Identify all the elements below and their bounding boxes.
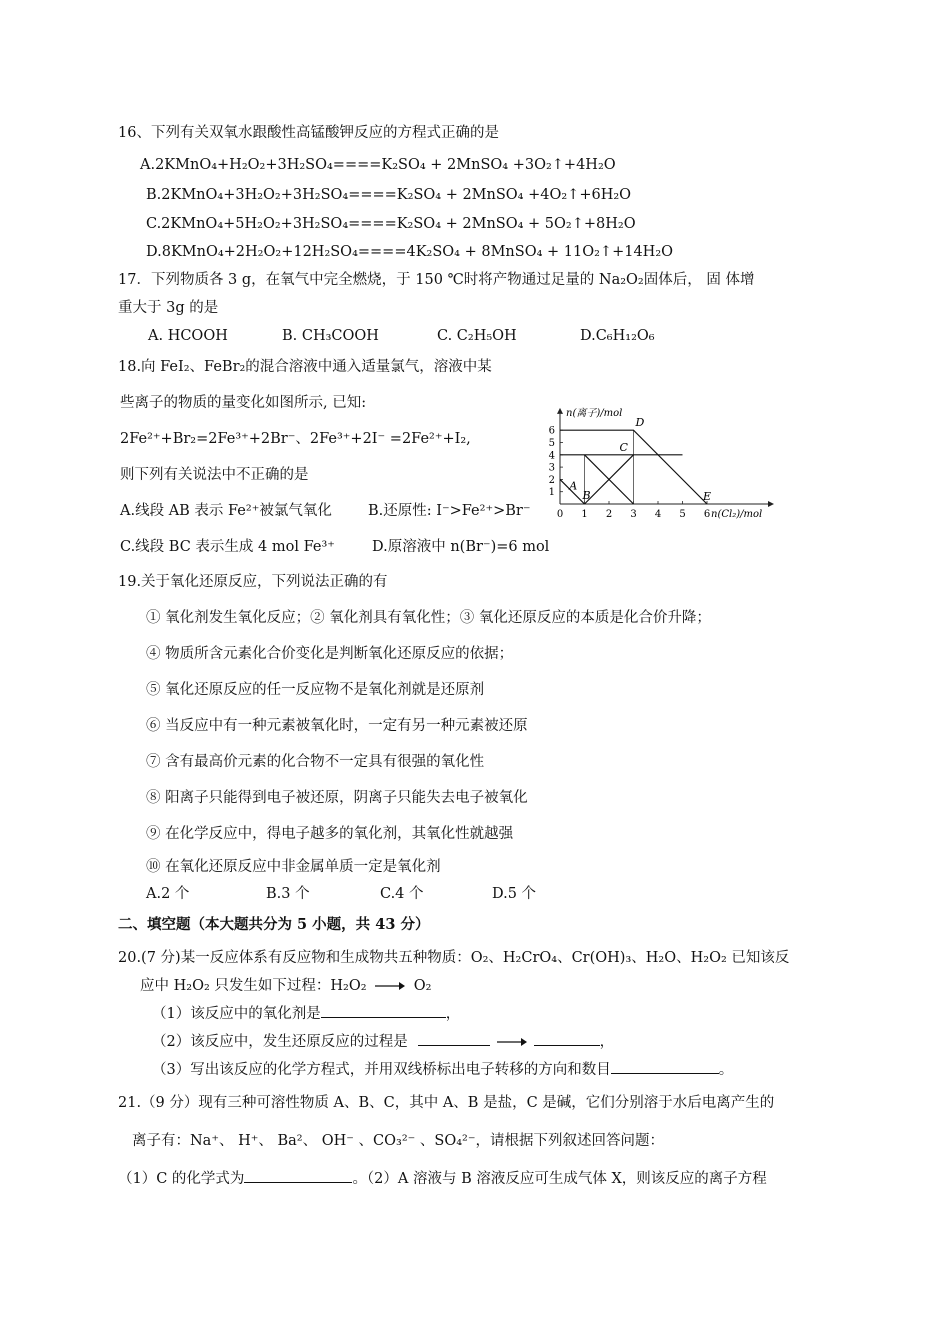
x-axis-label: n(Cl₂)/mol	[711, 509, 763, 520]
q20-sub1-end: ，	[445, 1006, 461, 1022]
answer-blank[interactable]	[321, 1003, 446, 1018]
answer-blank[interactable]	[534, 1031, 600, 1046]
x-axis-arrow	[768, 501, 774, 507]
q19-option-a: A.2 个	[146, 886, 190, 902]
q18-line3: 2Fe²⁺+Br₂=2Fe³⁺+2Br⁻、2Fe³⁺+2I⁻ =2Fe²⁺+I₂,	[120, 431, 471, 447]
q18-option-a: A.线段 AB 表示 Fe²⁺被氯气氧化	[120, 503, 332, 519]
ion-amount-chart	[540, 386, 780, 526]
q19-item: ⑥ 当反应中有一种元素被氧化时，一定有另一种元素被还原	[146, 718, 528, 734]
q16-stem: 16、下列有关双氧水跟酸性高锰酸钾反应的方程式正确的是	[118, 125, 499, 141]
q20-sub3-end: 。	[718, 1062, 734, 1078]
x-tick-label: 3	[630, 509, 637, 520]
x-tick-label: 0	[556, 509, 564, 520]
point-label: E	[703, 490, 712, 503]
q17-stem-line2: 重大于 3g 的是	[118, 300, 219, 316]
x-tick-label: 4	[654, 509, 662, 520]
q20-sub1-text: （1）该反应中的氧化剂是	[152, 1006, 321, 1022]
q19-item: ⑩ 在氧化还原反应中非金属单质一定是氧化剂	[146, 859, 441, 875]
q20-sub2	[152, 1031, 614, 1052]
answer-blank[interactable]	[611, 1059, 719, 1074]
q17-option-c: C. C₂H₅OH	[437, 328, 517, 344]
q20-line1: 20.(7 分)某一反应体系有反应物和生成物共五种物质：O₂、H₂CrO₄、Cr(OH)₃、H₂O、H₂O₂ 已知该反	[118, 950, 790, 966]
y-tick-label: 5	[548, 438, 555, 449]
q16-option-a: A.2KMnO₄+H₂O₂+3H₂SO₄====K₂SO₄ + 2MnSO₄ +3O₂↑+4H₂O	[140, 157, 616, 173]
q18-option-b: B.还原性: I⁻>Fe²⁺>Br⁻	[368, 503, 531, 519]
y-tick-label: 2	[548, 474, 555, 486]
point-label: D	[635, 416, 645, 430]
q20-sub3-text: （3）写出该反应的化学方程式，并用双线桥标出电子转移的方向和数目	[152, 1062, 611, 1078]
q16-option-c: C.2KMnO₄+5H₂O₂+3H₂SO₄====K₂SO₄ + 2MnSO₄ + 5O₂↑+8H₂O	[146, 216, 636, 232]
point-label: A	[569, 479, 578, 493]
section-heading: 二、填空题（本大题共分为 5 小题，共 43 分）	[118, 916, 430, 933]
q19-item: ⑦ 含有最高价元素的化合物不一定具有很强的氧化性	[146, 754, 485, 770]
q19-stem: 19.关于氧化还原反应，下列说法正确的有	[118, 574, 388, 590]
q20-sub1	[152, 1003, 460, 1024]
q21-line3	[118, 1168, 767, 1189]
q19-item: ⑨ 在化学反应中，得电子越多的氧化剂，其氧化性就越强	[146, 826, 514, 842]
q18-line1: 18.向 FeI₂、FeBr₂的混合溶液中通入适量氯气，溶液中某	[118, 359, 492, 375]
y-tick-label: 6	[548, 425, 555, 437]
point-label: C	[619, 440, 628, 454]
q21-sub1-text: （1）C 的化学式为	[118, 1171, 245, 1187]
q20-process-product: O₂	[413, 978, 432, 994]
q19-item: ④ 物质所含元素化合价变化是判断氧化还原反应的依据；	[146, 646, 514, 662]
y-tick-label: 1	[548, 487, 555, 499]
q19-option-b: B.3 个	[266, 886, 310, 902]
q18-line4: 则下列有关说法中不正确的是	[120, 467, 309, 483]
y-axis-arrow	[557, 408, 563, 414]
q20-sub2-text: （2）该反应中，发生还原反应的过程是	[152, 1034, 408, 1050]
q17-stem-line1: 17．下列物质各 3 g，在氧气中完全燃烧，于 150 ℃时将产物通过足量的 Na₂O₂固体后， 固 体增	[118, 272, 755, 288]
q20-line2	[140, 976, 431, 996]
q20-process-text: 应中 H₂O₂ 只发生如下过程：H₂O₂	[140, 978, 367, 994]
x-tick-label: 6	[703, 509, 711, 520]
q17-option-a: A. HCOOH	[148, 328, 228, 344]
q16-option-d: D.8KMnO₄+2H₂O₂+12H₂SO₄====4K₂SO₄ + 8MnSO₄ + 11O₂↑+14H₂O	[146, 244, 674, 260]
arrow-icon	[375, 981, 405, 991]
x-tick-label: 2	[605, 509, 613, 520]
q21-line2: 离子有：Na⁺、 H⁺、 Ba²、 OH⁻ 、CO₃²⁻ 、SO₄²⁻，请根据下列叙述回答问题：	[132, 1133, 664, 1149]
arrow-icon	[497, 1037, 527, 1047]
q21-sub2-text: 。（2）A 溶液与 B 溶液反应可生成气体 X，则该反应的离子方程	[352, 1171, 767, 1187]
q20-sub2-end: ，	[599, 1034, 615, 1050]
q18-line2: 些离子的物质的量变化如图所示, 已知:	[120, 395, 367, 411]
q19-option-d: D.5 个	[492, 886, 537, 902]
x-tick-label: 1	[581, 509, 588, 520]
q21-line1: 21.（9 分）现有三种可溶性物质 A、B、C，其中 A、B 是盐，C 是碱，它们分别溶于水后电离产生的	[118, 1095, 775, 1111]
q19-item: ⑧ 阳离子只能得到电子被还原，阴离子只能失去电子被氧化	[146, 790, 528, 806]
y-tick-label: 4	[548, 450, 555, 462]
q17-option-b: B. CH₃COOH	[282, 328, 379, 344]
y-axis-label: n(离子)/mol	[566, 407, 623, 419]
answer-blank[interactable]	[418, 1031, 490, 1046]
answer-blank[interactable]	[244, 1168, 352, 1183]
q19-item: ① 氧化剂发生氧化反应；② 氧化剂具有氧化性；③ 氧化还原反应的本质是化合价升降；	[146, 610, 711, 626]
q18-option-d: D.原溶液中 n(Br⁻)=6 mol	[372, 539, 550, 555]
q20-sub3	[152, 1059, 733, 1080]
q19-item: ⑤ 氧化还原反应的任一反应物不是氧化剂就是还原剂	[146, 682, 485, 698]
q18-option-c: C.线段 BC 表示生成 4 mol Fe³⁺	[120, 539, 335, 555]
q19-option-c: C.4 个	[380, 886, 424, 902]
q17-option-d: D.C₆H₁₂O₆	[580, 328, 655, 344]
q16-option-b: B.2KMnO₄+3H₂O₂+3H₂SO₄====K₂SO₄ + 2MnSO₄ +4O₂↑+6H₂O	[146, 187, 632, 203]
point-label: B	[582, 489, 591, 502]
y-tick-label: 3	[548, 462, 555, 474]
x-tick-label: 5	[679, 509, 686, 520]
